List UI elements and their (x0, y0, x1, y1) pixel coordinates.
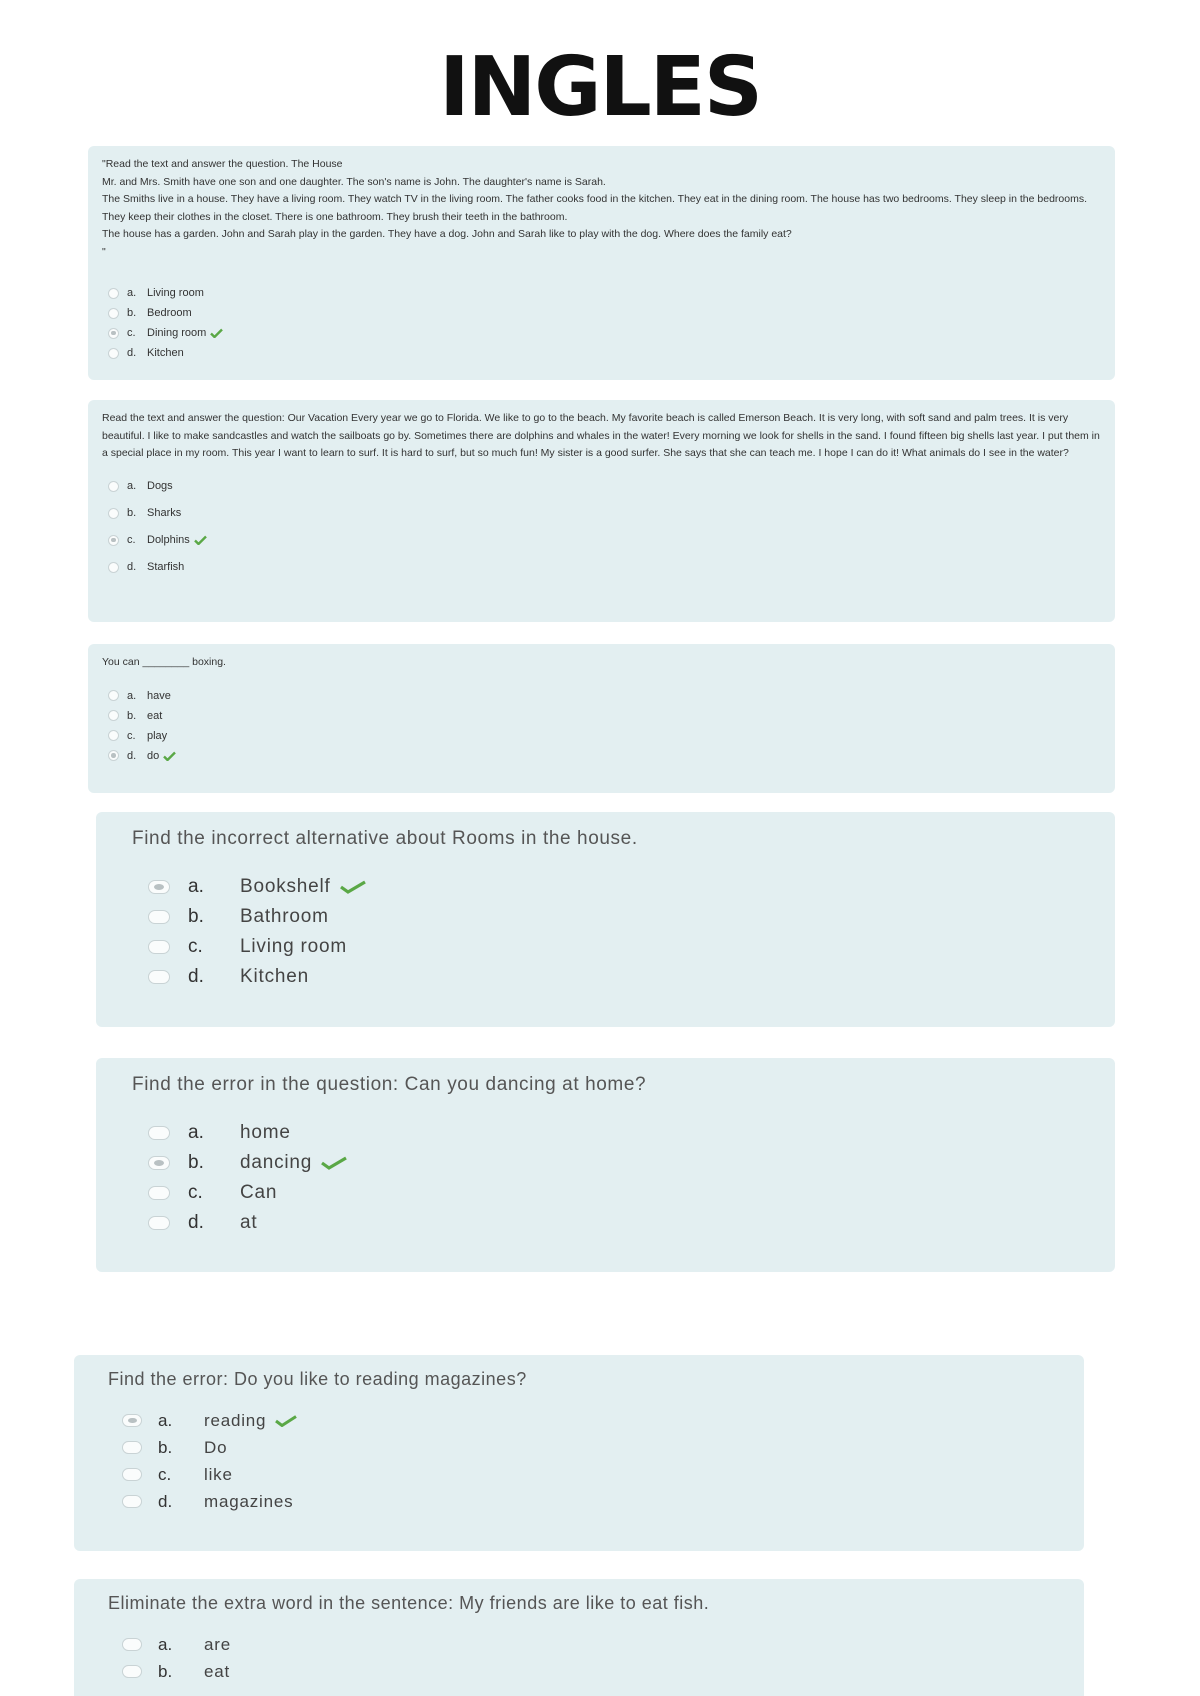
option-a[interactable] (102, 473, 1101, 500)
option-letter: a. (158, 1634, 173, 1654)
option-letter: a. (127, 287, 137, 299)
option-label: Starfish (147, 561, 185, 573)
radio-button[interactable] (148, 1126, 170, 1140)
radio-button-selected[interactable] (108, 328, 119, 339)
option-letter: d. (188, 1212, 204, 1233)
question-text: Eliminate the extra word in the sentence: My friends are like to eat fish. (108, 1593, 710, 1613)
option-b[interactable] (108, 1434, 1050, 1461)
radio-button[interactable] (108, 730, 119, 741)
option-label: Dolphins (147, 534, 190, 546)
option-label: home (240, 1122, 291, 1143)
option-letter: c. (127, 534, 136, 546)
option-c[interactable] (132, 1178, 1079, 1208)
option-label: eat (204, 1661, 231, 1681)
option-label: Do (204, 1437, 228, 1457)
option-label: Kitchen (240, 966, 309, 987)
option-label: do (147, 749, 160, 762)
option-a[interactable] (108, 1407, 1050, 1434)
checkmark-icon (320, 1156, 348, 1170)
checkmark-icon (339, 880, 367, 894)
question-card (96, 1058, 1115, 1272)
page-title: INGLES (439, 40, 761, 135)
radio-button[interactable] (108, 481, 119, 492)
option-label: Bookshelf (240, 876, 331, 897)
option-d[interactable] (102, 554, 1101, 581)
question-text: Find the error in the question: Can you dancing at home? (132, 1074, 647, 1095)
radio-button-selected[interactable] (108, 750, 119, 761)
option-letter: c. (127, 327, 136, 339)
option-a[interactable] (108, 1631, 1050, 1658)
question-card (88, 644, 1115, 793)
option-label: Kitchen (147, 347, 184, 359)
option-d[interactable] (102, 746, 1101, 766)
option-b[interactable] (108, 1658, 1050, 1685)
question-card (88, 146, 1115, 380)
option-label: eat (147, 709, 163, 722)
option-label: magazines (204, 1491, 294, 1511)
option-letter: b. (127, 709, 137, 722)
option-letter: a. (188, 876, 204, 897)
radio-button-selected[interactable] (148, 1156, 170, 1170)
option-label: have (147, 689, 171, 702)
radio-button-selected[interactable] (122, 1414, 142, 1427)
radio-button[interactable] (122, 1441, 142, 1454)
option-label: dancing (240, 1152, 313, 1173)
option-letter: a. (188, 1122, 204, 1143)
option-letter: b. (188, 906, 204, 927)
option-b[interactable] (102, 706, 1101, 726)
radio-button[interactable] (148, 970, 170, 984)
options-list (108, 1407, 1050, 1515)
option-c[interactable] (102, 726, 1101, 746)
question-text: Find the incorrect alternative about Rooms in the house. (132, 828, 638, 849)
radio-button[interactable] (122, 1495, 142, 1508)
option-label: Dining room (147, 327, 207, 339)
option-label: Dogs (147, 480, 173, 492)
option-letter: a. (127, 480, 137, 492)
options-list (132, 1118, 1079, 1238)
radio-button[interactable] (108, 710, 119, 721)
radio-button[interactable] (148, 1216, 170, 1230)
radio-button[interactable] (108, 308, 119, 319)
option-label: Living room (240, 936, 348, 957)
options-list (132, 872, 1079, 992)
option-letter: d. (188, 966, 204, 987)
option-letter: b. (188, 1152, 204, 1173)
option-letter: b. (127, 507, 137, 519)
radio-button[interactable] (148, 940, 170, 954)
radio-button[interactable] (148, 1186, 170, 1200)
radio-button[interactable] (122, 1638, 142, 1651)
option-label: like (204, 1464, 233, 1484)
option-label: reading (204, 1410, 267, 1430)
checkmark-icon (163, 751, 176, 761)
option-letter: b. (158, 1661, 173, 1681)
options-list (102, 473, 1101, 581)
option-a[interactable] (102, 283, 1101, 303)
option-b[interactable] (132, 1148, 1079, 1178)
radio-button[interactable] (108, 288, 119, 299)
option-c[interactable] (102, 323, 1101, 343)
option-letter: c. (158, 1464, 172, 1484)
option-d[interactable] (132, 1208, 1079, 1238)
radio-button[interactable] (148, 910, 170, 924)
option-label: at (240, 1212, 258, 1233)
option-c[interactable] (102, 527, 1101, 554)
option-label: Bathroom (240, 906, 329, 927)
radio-button[interactable] (108, 690, 119, 701)
radio-button-selected[interactable] (148, 880, 170, 894)
option-a[interactable] (132, 872, 1079, 902)
option-label: are (204, 1634, 231, 1654)
radio-button[interactable] (122, 1468, 142, 1481)
radio-button[interactable] (122, 1665, 142, 1678)
question-text: You can ________ boxing. (102, 656, 226, 668)
option-c[interactable] (132, 932, 1079, 962)
question-card (74, 1579, 1084, 1696)
option-label: Bedroom (147, 307, 192, 319)
option-d[interactable] (102, 343, 1101, 363)
option-b[interactable] (132, 902, 1079, 932)
radio-button-selected[interactable] (108, 535, 119, 546)
checkmark-icon (274, 1415, 298, 1427)
option-d[interactable] (108, 1488, 1050, 1515)
option-a[interactable] (102, 686, 1101, 706)
question-card (88, 400, 1115, 622)
radio-button[interactable] (108, 508, 119, 519)
option-letter: b. (158, 1437, 173, 1457)
option-letter: c. (188, 936, 203, 957)
options-list (102, 283, 1101, 363)
question-text: Find the error: Do you like to reading magazines? (108, 1369, 527, 1389)
question-card (96, 812, 1115, 1027)
option-label: Can (240, 1182, 278, 1203)
option-letter: a. (127, 689, 137, 702)
question-text: "Read the text and answer the question. The House Mr. and Mrs. Smith have one son and one daughter. The son's name is John. The daughter's name is Sarah. The Smiths live in a house. They have a living room. They watch TV in the living room. The father cooks food in the kitchen. They eat in the dining room. The house has two bedrooms. They sleep in the bedrooms. They keep their clothes in the closet. There is one bathroom. They brush their teeth in the bathroom. The house has a garden. John and Sarah play in the garden. They have a dog. John and Sarah like to play with the dog. Where does the family eat? " (102, 158, 1088, 258)
option-letter: c. (188, 1182, 203, 1203)
radio-button[interactable] (108, 348, 119, 359)
option-b[interactable] (102, 500, 1101, 527)
option-letter: a. (158, 1410, 173, 1430)
option-c[interactable] (108, 1461, 1050, 1488)
options-list (108, 1631, 1050, 1685)
option-label: Living room (147, 287, 204, 299)
question-card (74, 1355, 1084, 1551)
question-text: Read the text and answer the question: Our Vacation Every year we go to Florida. We like to go to the beach. My favorite beach is called Emerson Beach. It is very long, with soft sand and palm trees. It is very beautiful. I like to make sandcastles and watch the sailboats go by. Sometimes there are dolphins and whales in the water! Every morning we look for shells in the sand. I found fifteen big shells last year. I put them in a special place in my room. This year I want to learn to surf. It is hard to surf, but so much fun! My sister is a good surfer. She says that she can teach me. I hope I can do it! What animals do I see in the water? (102, 412, 1103, 459)
option-b[interactable] (102, 303, 1101, 323)
option-label: play (147, 729, 168, 742)
option-d[interactable] (132, 962, 1079, 992)
option-label: Sharks (147, 507, 182, 519)
option-letter: d. (158, 1491, 173, 1511)
options-list (102, 686, 1101, 766)
checkmark-icon (210, 328, 223, 338)
option-a[interactable] (132, 1118, 1079, 1148)
option-letter: c. (127, 729, 136, 742)
option-letter: d. (127, 347, 137, 359)
option-letter: d. (127, 749, 137, 762)
radio-button[interactable] (108, 562, 119, 573)
option-letter: d. (127, 561, 137, 573)
option-letter: b. (127, 307, 137, 319)
checkmark-icon (194, 535, 207, 545)
